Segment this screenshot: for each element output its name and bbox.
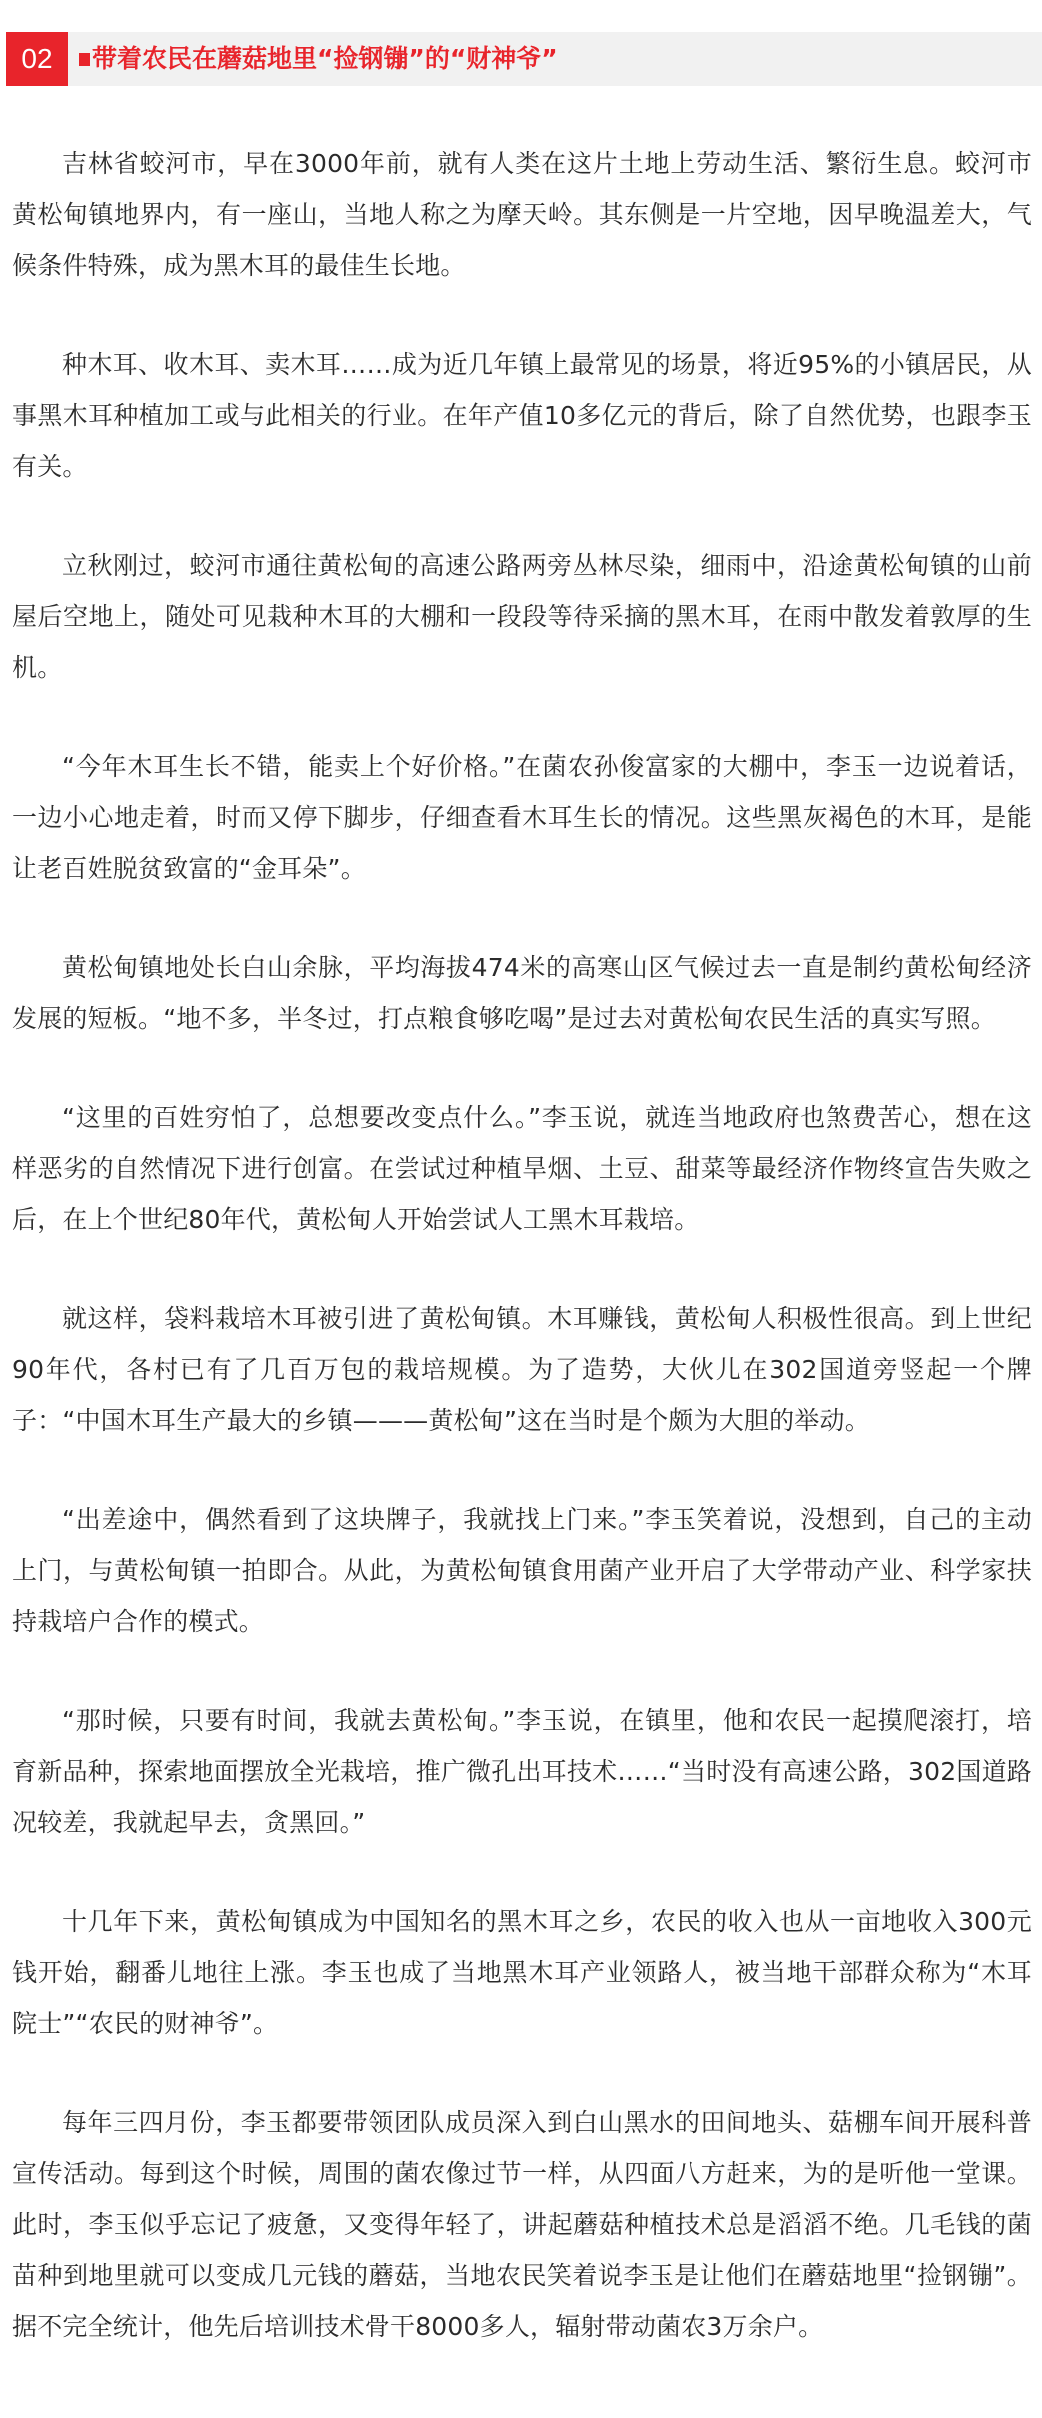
paragraph: 吉林省蛟河市，早在3000年前，就有人类在这片土地上劳动生活、繁衍生息。蛟河市黄松甸镇地界内，有一座山，当地人称之为摩天岭。其东侧是一片空地，因早晚温差大，气候条件特殊，成为黑木耳的最佳生长地。 bbox=[12, 149, 1032, 280]
paragraph: 每年三四月份，李玉都要带领团队成员深入到白山黑水的田间地头、菇棚车间开展科普宣传活动。每到这个时候，周围的菌农像过节一样，从四面八方赶来，为的是听他一堂课。此时，李玉似乎忘记了疲惫，又变得年轻了，讲起蘑菇种植技术总是滔滔不绝。几毛钱的菌苗种到地里就可以变成几元钱的蘑菇，当地农民笑着说李玉是让他们在蘑菇地里“捡钢镚”。据不完全统计，他先后培训技术骨干8000多人，辐射带动菌农3万余户。 bbox=[12, 2108, 1032, 2341]
paragraph: 立秋刚过，蛟河市通往黄松甸的高速公路两旁丛林尽染，细雨中，沿途黄松甸镇的山前屋后空地上，随处可见栽种木耳的大棚和一段段等待采摘的黑木耳，在雨中散发着敦厚的生机。 bbox=[12, 551, 1032, 682]
paragraph: “今年木耳生长不错，能卖上个好价格。”在菌农孙俊富家的大棚中，李玉一边说着话，一边小心地走着，时而又停下脚步，仔细查看木耳生长的情况。这些黑灰褐色的木耳，是能让老百姓脱贫致富的“金耳朵”。 bbox=[12, 752, 1032, 883]
paragraph: 就这样，袋料栽培木耳被引进了黄松甸镇。木耳赚钱，黄松甸人积极性很高。到上世纪90年代，各村已有了几百万包的栽培规模。为了造势，大伙儿在302国道旁竖起一个牌子：“中国木耳生产最大的乡镇———黄松甸”这在当时是个颇为大胆的举动。 bbox=[12, 1304, 1032, 1435]
paragraph: “出差途中，偶然看到了这块牌子，我就找上门来。”李玉笑着说，没想到，自己的主动上门，与黄松甸镇一拍即合。从此，为黄松甸镇食用菌产业开启了大学带动产业、科学家扶持栽培户合作的模式。 bbox=[12, 1505, 1032, 1636]
section-title: 带着农民在蘑菇地里“捡钢镚”的“财神爷” bbox=[92, 44, 558, 73]
title-marker-icon bbox=[79, 53, 90, 66]
article-body bbox=[12, 138, 1032, 2400]
paragraph: “那时候，只要有时间，我就去黄松甸。”李玉说，在镇里，他和农民一起摸爬滚打，培育新品种，探索地面摆放全光栽培，推广微孔出耳技术……“当时没有高速公路，302国道路况较差，我就起早去，贪黑回。” bbox=[12, 1706, 1032, 1837]
paragraph: 十几年下来，黄松甸镇成为中国知名的黑木耳之乡，农民的收入也从一亩地收入300元钱开始，翻番儿地往上涨。李玉也成了当地黑木耳产业领路人，被当地干部群众称为“木耳院士”“农民的财神爷”。 bbox=[12, 1907, 1032, 2038]
paragraph: “这里的百姓穷怕了，总想要改变点什么。”李玉说，就连当地政府也煞费苦心，想在这样恶劣的自然情况下进行创富。在尝试过种植旱烟、土豆、甜菜等最经济作物终宣告失败之后，在上个世纪80年代，黄松甸人开始尝试人工黑木耳栽培。 bbox=[12, 1103, 1032, 1234]
paragraph: 种木耳、收木耳、卖木耳……成为近几年镇上最常见的场景，将近95%的小镇居民，从事黑木耳种植加工或与此相关的行业。在年产值10多亿元的背后，除了自然优势，也跟李玉有关。 bbox=[12, 350, 1032, 481]
paragraph: 黄松甸镇地处长白山余脉，平均海拔474米的高寒山区气候过去一直是制约黄松甸经济发展的短板。“地不多，半冬过，打点粮食够吃喝”是过去对黄松甸农民生活的真实写照。 bbox=[12, 953, 1032, 1033]
section-number: 02 bbox=[6, 32, 68, 86]
section-header bbox=[6, 32, 1042, 86]
